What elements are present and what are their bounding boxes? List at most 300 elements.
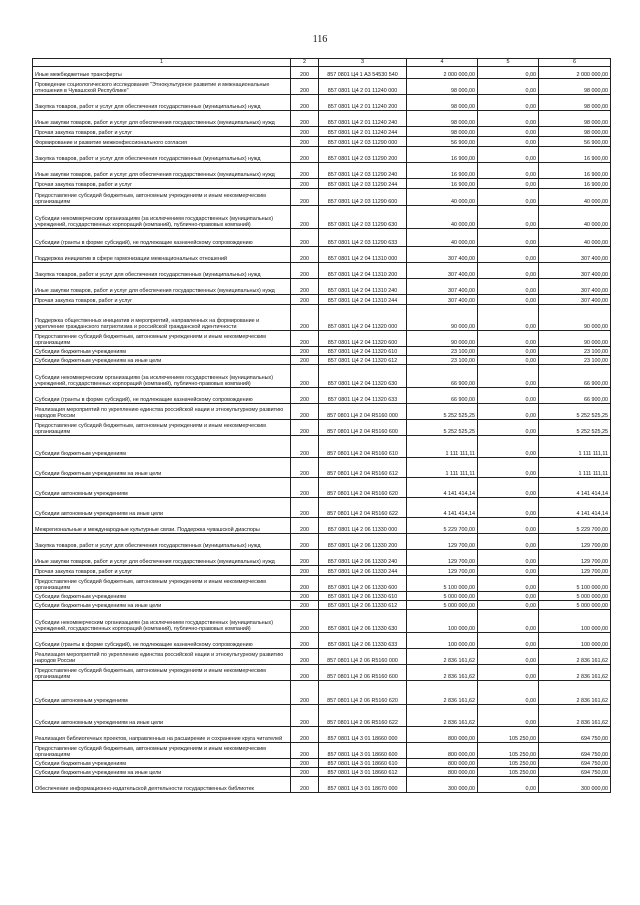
row-remaining-cell: 694 750,00 xyxy=(539,768,611,777)
row-remaining-cell: 23 100,00 xyxy=(539,347,611,356)
row-code-cell: 200 xyxy=(291,247,319,263)
row-code-cell: 200 xyxy=(291,649,319,665)
row-planned-cell: 800 000,00 xyxy=(407,768,478,777)
row-classifier-cell: 857 0801 Ц4 2 06 11330 610 xyxy=(319,592,407,601)
row-name-cell: Прочая закупка товаров, работ и услуг xyxy=(33,179,291,189)
row-code-cell: 200 xyxy=(291,436,319,458)
row-code-cell: 200 xyxy=(291,147,319,163)
row-executed-cell: 0,00 xyxy=(478,229,539,247)
row-planned-cell: 66 900,00 xyxy=(407,365,478,388)
table-row xyxy=(33,137,611,147)
row-remaining-cell: 98 000,00 xyxy=(539,79,611,95)
row-executed-cell: 0,00 xyxy=(478,534,539,550)
row-remaining-cell: 2 836 161,62 xyxy=(539,665,611,681)
row-remaining-cell: 56 900,00 xyxy=(539,137,611,147)
table-row xyxy=(33,356,611,365)
row-planned-cell: 2 836 161,62 xyxy=(407,665,478,681)
row-name-cell: Формирование и развитие межконфессионального согласия xyxy=(33,137,291,147)
row-executed-cell: 0,00 xyxy=(478,79,539,95)
row-classifier-cell: 857 0801 Ц4 2 04 11310 200 xyxy=(319,263,407,279)
row-planned-cell: 307 400,00 xyxy=(407,279,478,295)
row-planned-cell: 4 141 414,14 xyxy=(407,478,478,498)
row-classifier-cell: 857 0801 Ц4 2 06 11330 240 xyxy=(319,550,407,566)
column-header-4: 4 xyxy=(407,59,478,67)
table-row xyxy=(33,365,611,388)
table-row xyxy=(33,79,611,95)
row-remaining-cell: 100 000,00 xyxy=(539,610,611,633)
row-name-cell: Реализация библиотечных проектов, направленных на расширение и сохранение круга читателей xyxy=(33,727,291,743)
row-classifier-cell: 857 0801 Ц4 2 03 11290 600 xyxy=(319,189,407,206)
row-planned-cell: 1 111 111,11 xyxy=(407,436,478,458)
row-executed-cell: 0,00 xyxy=(478,179,539,189)
row-planned-cell: 800 000,00 xyxy=(407,727,478,743)
row-remaining-cell: 5 229 700,00 xyxy=(539,518,611,534)
row-planned-cell: 300 000,00 xyxy=(407,777,478,793)
table-row xyxy=(33,189,611,206)
row-remaining-cell: 307 400,00 xyxy=(539,295,611,305)
row-classifier-cell: 857 0801 Ц4 2 04 R5160 600 xyxy=(319,420,407,436)
row-executed-cell: 0,00 xyxy=(478,498,539,518)
row-name-cell: Закупка товаров, работ и услуг для обеспечения государственных (муниципальных) нужд xyxy=(33,147,291,163)
row-classifier-cell: 857 0801 Ц4 3 01 18660 610 xyxy=(319,759,407,768)
row-planned-cell: 1 111 111,11 xyxy=(407,458,478,478)
row-classifier-cell: 857 0801 Ц4 2 01 11240 244 xyxy=(319,127,407,137)
row-classifier-cell: 857 0801 Ц4 2 04 11310 000 xyxy=(319,247,407,263)
row-classifier-cell: 857 0801 Ц4 2 04 11320 610 xyxy=(319,347,407,356)
row-executed-cell: 105 250,00 xyxy=(478,759,539,768)
table-row xyxy=(33,610,611,633)
row-remaining-cell: 98 000,00 xyxy=(539,111,611,127)
row-executed-cell: 0,00 xyxy=(478,633,539,649)
row-executed-cell: 0,00 xyxy=(478,331,539,347)
row-planned-cell: 56 900,00 xyxy=(407,137,478,147)
table-row xyxy=(33,592,611,601)
row-planned-cell: 16 900,00 xyxy=(407,147,478,163)
row-remaining-cell: 16 900,00 xyxy=(539,163,611,179)
row-code-cell: 200 xyxy=(291,550,319,566)
row-code-cell: 200 xyxy=(291,404,319,420)
row-name-cell: Иные закупки товаров, работ и услуг для обеспечения государственных (муниципальных) нужд xyxy=(33,163,291,179)
row-planned-cell: 16 900,00 xyxy=(407,179,478,189)
row-remaining-cell: 100 000,00 xyxy=(539,633,611,649)
row-code-cell: 200 xyxy=(291,601,319,610)
row-remaining-cell: 300 000,00 xyxy=(539,777,611,793)
row-planned-cell: 5 252 525,25 xyxy=(407,420,478,436)
row-planned-cell: 129 700,00 xyxy=(407,566,478,576)
table-row xyxy=(33,436,611,458)
table-row xyxy=(33,229,611,247)
row-remaining-cell: 5 252 525,25 xyxy=(539,420,611,436)
row-remaining-cell: 5 000 000,00 xyxy=(539,592,611,601)
row-remaining-cell: 98 000,00 xyxy=(539,95,611,111)
row-remaining-cell: 2 836 161,62 xyxy=(539,649,611,665)
row-code-cell: 200 xyxy=(291,127,319,137)
row-classifier-cell: 857 0801 Ц4 2 06 11330 000 xyxy=(319,518,407,534)
row-remaining-cell: 5 252 525,25 xyxy=(539,404,611,420)
row-remaining-cell: 129 700,00 xyxy=(539,534,611,550)
row-code-cell: 200 xyxy=(291,295,319,305)
table-row xyxy=(33,347,611,356)
row-planned-cell: 98 000,00 xyxy=(407,95,478,111)
row-planned-cell: 40 000,00 xyxy=(407,189,478,206)
row-name-cell: Предоставление субсидий бюджетным, автономным учреждениям и иным некоммерческим организациям xyxy=(33,665,291,681)
row-classifier-cell: 857 0801 Ц4 2 01 11240 000 xyxy=(319,79,407,95)
table-row xyxy=(33,163,611,179)
row-executed-cell: 0,00 xyxy=(478,189,539,206)
row-executed-cell: 0,00 xyxy=(478,404,539,420)
row-planned-cell: 100 000,00 xyxy=(407,610,478,633)
row-executed-cell: 0,00 xyxy=(478,550,539,566)
row-executed-cell: 0,00 xyxy=(478,206,539,229)
row-planned-cell: 5 229 700,00 xyxy=(407,518,478,534)
row-classifier-cell: 857 0801 Ц4 2 03 11290 240 xyxy=(319,163,407,179)
table-row xyxy=(33,665,611,681)
row-code-cell: 200 xyxy=(291,305,319,331)
row-code-cell: 200 xyxy=(291,163,319,179)
row-name-cell: Субсидии бюджетным учреждениям на иные цели xyxy=(33,601,291,610)
row-planned-cell: 16 900,00 xyxy=(407,163,478,179)
page-number: 116 xyxy=(312,34,328,45)
row-classifier-cell: 857 0801 Ц4 2 04 R5160 622 xyxy=(319,498,407,518)
table-row xyxy=(33,478,611,498)
row-name-cell: Проведение социологического исследования "Этнокультурное развитие и межнациональные отношения в Чувашской Республике" xyxy=(33,79,291,95)
row-classifier-cell: 857 0801 Ц4 2 06 11330 633 xyxy=(319,633,407,649)
row-remaining-cell: 40 000,00 xyxy=(539,206,611,229)
row-code-cell: 200 xyxy=(291,534,319,550)
row-code-cell: 200 xyxy=(291,633,319,649)
row-planned-cell: 800 000,00 xyxy=(407,743,478,759)
row-classifier-cell: 857 0801 Ц4 3 01 18670 000 xyxy=(319,777,407,793)
row-planned-cell: 800 000,00 xyxy=(407,759,478,768)
row-name-cell: Субсидии (гранты в форме субсидий), не подлежащие казначейскому сопровождению xyxy=(33,633,291,649)
row-name-cell: Субсидии бюджетным учреждениям xyxy=(33,759,291,768)
table-row xyxy=(33,566,611,576)
row-executed-cell: 0,00 xyxy=(478,610,539,633)
table-row xyxy=(33,95,611,111)
row-code-cell: 200 xyxy=(291,458,319,478)
row-code-cell: 200 xyxy=(291,111,319,127)
row-remaining-cell: 1 111 111,11 xyxy=(539,436,611,458)
row-executed-cell: 0,00 xyxy=(478,127,539,137)
row-planned-cell: 23 100,00 xyxy=(407,356,478,365)
row-executed-cell: 0,00 xyxy=(478,305,539,331)
table-row xyxy=(33,768,611,777)
row-planned-cell: 5 000 000,00 xyxy=(407,592,478,601)
row-executed-cell: 0,00 xyxy=(478,356,539,365)
row-code-cell: 200 xyxy=(291,79,319,95)
row-remaining-cell: 23 100,00 xyxy=(539,356,611,365)
row-executed-cell: 0,00 xyxy=(478,420,539,436)
row-executed-cell: 0,00 xyxy=(478,576,539,592)
row-planned-cell: 90 000,00 xyxy=(407,305,478,331)
row-classifier-cell: 857 0801 Ц4 2 04 R5160 612 xyxy=(319,458,407,478)
row-planned-cell: 307 400,00 xyxy=(407,263,478,279)
row-code-cell: 200 xyxy=(291,777,319,793)
row-classifier-cell: 857 0801 Ц4 2 03 11290 630 xyxy=(319,206,407,229)
row-remaining-cell: 66 900,00 xyxy=(539,388,611,404)
row-executed-cell: 0,00 xyxy=(478,67,539,79)
row-planned-cell: 2 836 161,62 xyxy=(407,681,478,705)
row-code-cell: 200 xyxy=(291,498,319,518)
row-name-cell: Закупка товаров, работ и услуг для обеспечения государственных (муниципальных) нужд xyxy=(33,95,291,111)
budget-execution-table xyxy=(32,58,611,793)
row-remaining-cell: 694 750,00 xyxy=(539,743,611,759)
row-planned-cell: 5 100 000,00 xyxy=(407,576,478,592)
table-row xyxy=(33,179,611,189)
row-executed-cell: 0,00 xyxy=(478,347,539,356)
row-code-cell: 200 xyxy=(291,576,319,592)
row-code-cell: 200 xyxy=(291,356,319,365)
table-row xyxy=(33,727,611,743)
row-planned-cell: 4 141 414,14 xyxy=(407,498,478,518)
row-classifier-cell: 857 0801 Ц4 2 06 11330 630 xyxy=(319,610,407,633)
row-code-cell: 200 xyxy=(291,727,319,743)
row-planned-cell: 23 100,00 xyxy=(407,347,478,356)
row-code-cell: 200 xyxy=(291,566,319,576)
row-code-cell: 200 xyxy=(291,518,319,534)
row-name-cell: Субсидии автономным учреждениям на иные цели xyxy=(33,498,291,518)
row-code-cell: 200 xyxy=(291,95,319,111)
row-remaining-cell: 694 750,00 xyxy=(539,727,611,743)
column-header-3: 3 xyxy=(319,59,407,67)
row-name-cell: Субсидии (гранты в форме субсидий), не подлежащие казначейскому сопровождению xyxy=(33,388,291,404)
row-remaining-cell: 129 700,00 xyxy=(539,566,611,576)
row-code-cell: 200 xyxy=(291,743,319,759)
row-planned-cell: 40 000,00 xyxy=(407,206,478,229)
row-name-cell: Предоставление субсидий бюджетным, автономным учреждениям и иным некоммерческим организациям xyxy=(33,743,291,759)
row-classifier-cell: 857 0801 Ц4 2 04 11320 612 xyxy=(319,356,407,365)
row-code-cell: 200 xyxy=(291,137,319,147)
row-executed-cell: 0,00 xyxy=(478,458,539,478)
row-remaining-cell: 4 141 414,14 xyxy=(539,478,611,498)
table-row xyxy=(33,534,611,550)
row-executed-cell: 0,00 xyxy=(478,649,539,665)
row-planned-cell: 5 252 525,25 xyxy=(407,404,478,420)
row-classifier-cell: 857 0801 Ц4 2 06 11330 244 xyxy=(319,566,407,576)
row-remaining-cell: 5 000 000,00 xyxy=(539,601,611,610)
table-row xyxy=(33,681,611,705)
row-planned-cell: 2 836 161,62 xyxy=(407,705,478,727)
row-classifier-cell: 857 0801 Ц4 2 04 11310 244 xyxy=(319,295,407,305)
row-classifier-cell: 857 0801 Ц4 2 03 11290 244 xyxy=(319,179,407,189)
row-planned-cell: 307 400,00 xyxy=(407,247,478,263)
row-classifier-cell: 857 0801 Ц4 2 03 11290 200 xyxy=(319,147,407,163)
row-name-cell: Реализация мероприятий по укреплению единства российской нации и этнокультурному развитию народов России xyxy=(33,649,291,665)
row-remaining-cell: 4 141 414,14 xyxy=(539,498,611,518)
table-row xyxy=(33,147,611,163)
row-planned-cell: 98 000,00 xyxy=(407,127,478,137)
row-remaining-cell: 2 000 000,00 xyxy=(539,67,611,79)
row-remaining-cell: 90 000,00 xyxy=(539,305,611,331)
row-code-cell: 200 xyxy=(291,365,319,388)
row-planned-cell: 66 900,00 xyxy=(407,388,478,404)
row-name-cell: Субсидии бюджетным учреждениям xyxy=(33,436,291,458)
row-name-cell: Субсидии бюджетным учреждениям на иные цели xyxy=(33,458,291,478)
row-planned-cell: 2 836 161,62 xyxy=(407,649,478,665)
row-planned-cell: 40 000,00 xyxy=(407,229,478,247)
row-planned-cell: 98 000,00 xyxy=(407,79,478,95)
row-executed-cell: 0,00 xyxy=(478,137,539,147)
row-classifier-cell: 857 0801 Ц4 2 04 11320 633 xyxy=(319,388,407,404)
row-classifier-cell: 857 0801 Ц4 2 04 R5160 000 xyxy=(319,404,407,420)
row-name-cell: Субсидии некоммерческим организациям (за исключением государственных (муниципальных) учреждений, государственных корпораций (компаний), публично-правовых компаний) xyxy=(33,365,291,388)
column-header-1: 1 xyxy=(33,59,291,67)
table-row xyxy=(33,498,611,518)
row-executed-cell: 0,00 xyxy=(478,279,539,295)
table-row xyxy=(33,247,611,263)
row-executed-cell: 0,00 xyxy=(478,592,539,601)
row-name-cell: Поддержка инициатив в сфере гармонизации межнациональных отношений xyxy=(33,247,291,263)
row-name-cell: Иные межбюджетные трансферты xyxy=(33,67,291,79)
row-name-cell: Субсидии бюджетным учреждениям на иные цели xyxy=(33,356,291,365)
row-code-cell: 200 xyxy=(291,347,319,356)
row-code-cell: 200 xyxy=(291,610,319,633)
row-executed-cell: 0,00 xyxy=(478,478,539,498)
row-name-cell: Иные закупки товаров, работ и услуг для обеспечения государственных (муниципальных) нужд xyxy=(33,111,291,127)
row-name-cell: Прочая закупка товаров, работ и услуг xyxy=(33,566,291,576)
row-name-cell: Закупка товаров, работ и услуг для обеспечения государственных (муниципальных) нужд xyxy=(33,534,291,550)
row-executed-cell: 0,00 xyxy=(478,518,539,534)
row-classifier-cell: 857 0801 Ц4 3 01 18660 612 xyxy=(319,768,407,777)
row-classifier-cell: 857 0801 Ц4 2 06 11330 600 xyxy=(319,576,407,592)
row-executed-cell: 0,00 xyxy=(478,681,539,705)
table-row xyxy=(33,705,611,727)
table-row xyxy=(33,295,611,305)
row-name-cell: Иные закупки товаров, работ и услуг для обеспечения государственных (муниципальных) нужд xyxy=(33,550,291,566)
row-remaining-cell: 5 100 000,00 xyxy=(539,576,611,592)
table-row xyxy=(33,305,611,331)
row-executed-cell: 0,00 xyxy=(478,247,539,263)
row-code-cell: 200 xyxy=(291,768,319,777)
row-remaining-cell: 98 000,00 xyxy=(539,127,611,137)
row-remaining-cell: 90 000,00 xyxy=(539,331,611,347)
row-name-cell: Обеспечение информационно-издательской деятельности государственных библиотек xyxy=(33,777,291,793)
row-remaining-cell: 307 400,00 xyxy=(539,263,611,279)
row-executed-cell: 0,00 xyxy=(478,777,539,793)
table-row xyxy=(33,404,611,420)
row-code-cell: 200 xyxy=(291,388,319,404)
table-row xyxy=(33,420,611,436)
table-row xyxy=(33,127,611,137)
row-classifier-cell: 857 0801 Ц4 2 04 11320 000 xyxy=(319,305,407,331)
table-row xyxy=(33,649,611,665)
row-classifier-cell: 857 0801 Ц4 2 06 R5160 600 xyxy=(319,665,407,681)
row-name-cell: Прочая закупка товаров, работ и услуг xyxy=(33,127,291,137)
row-remaining-cell: 16 900,00 xyxy=(539,179,611,189)
column-header-5: 5 xyxy=(478,59,539,67)
row-code-cell: 200 xyxy=(291,478,319,498)
row-remaining-cell: 129 700,00 xyxy=(539,550,611,566)
row-remaining-cell: 1 111 111,11 xyxy=(539,458,611,478)
row-name-cell: Поддержка общественных инициатив и мероприятий, направленных на формирование и укрепление гражданского патриотизма и российской гражданской идентичности xyxy=(33,305,291,331)
row-executed-cell: 105 250,00 xyxy=(478,743,539,759)
row-name-cell: Субсидии некоммерческим организациям (за исключением государственных (муниципальных) учреждений, государственных корпораций (компаний), публично-правовых компаний) xyxy=(33,610,291,633)
row-classifier-cell: 857 0801 Ц4 2 06 R5160 622 xyxy=(319,705,407,727)
table-row xyxy=(33,206,611,229)
table-body xyxy=(33,67,611,793)
row-remaining-cell: 2 836 161,62 xyxy=(539,681,611,705)
row-code-cell: 200 xyxy=(291,179,319,189)
row-code-cell: 200 xyxy=(291,189,319,206)
row-executed-cell: 105 250,00 xyxy=(478,727,539,743)
row-executed-cell: 0,00 xyxy=(478,163,539,179)
column-number-row xyxy=(33,59,611,67)
row-remaining-cell: 307 400,00 xyxy=(539,279,611,295)
row-name-cell: Субсидии автономным учреждениям xyxy=(33,478,291,498)
table-row xyxy=(33,759,611,768)
table-row xyxy=(33,263,611,279)
row-classifier-cell: 857 0801 Ц4 2 04 11320 630 xyxy=(319,365,407,388)
row-remaining-cell: 694 750,00 xyxy=(539,759,611,768)
row-name-cell: Предоставление субсидий бюджетным, автономным учреждениям и иным некоммерческим организациям xyxy=(33,331,291,347)
row-remaining-cell: 2 836 161,62 xyxy=(539,705,611,727)
row-executed-cell: 105 250,00 xyxy=(478,768,539,777)
row-classifier-cell: 857 0801 Ц4 2 03 11290 633 xyxy=(319,229,407,247)
row-name-cell: Прочая закупка товаров, работ и услуг xyxy=(33,295,291,305)
row-code-cell: 200 xyxy=(291,665,319,681)
row-code-cell: 200 xyxy=(291,681,319,705)
row-name-cell: Реализация мероприятий по укреплению единства российской нации и этнокультурному развитию народов России xyxy=(33,404,291,420)
row-planned-cell: 5 000 000,00 xyxy=(407,601,478,610)
table-row xyxy=(33,633,611,649)
row-classifier-cell: 857 0801 Ц4 2 01 11240 240 xyxy=(319,111,407,127)
row-planned-cell: 100 000,00 xyxy=(407,633,478,649)
row-name-cell: Предоставление субсидий бюджетным, автономным учреждениям и иным некоммерческим организациям xyxy=(33,189,291,206)
row-executed-cell: 0,00 xyxy=(478,705,539,727)
row-classifier-cell: 857 0801 Ц4 2 04 R5160 610 xyxy=(319,436,407,458)
row-code-cell: 200 xyxy=(291,229,319,247)
row-name-cell: Предоставление субсидий бюджетным, автономным учреждениям и иным некоммерческим организациям xyxy=(33,420,291,436)
table-row xyxy=(33,331,611,347)
table-row xyxy=(33,111,611,127)
row-name-cell: Иные закупки товаров, работ и услуг для обеспечения государственных (муниципальных) нужд xyxy=(33,279,291,295)
row-classifier-cell: 857 0801 Ц4 2 03 11290 000 xyxy=(319,137,407,147)
table-row xyxy=(33,601,611,610)
row-code-cell: 200 xyxy=(291,331,319,347)
row-classifier-cell: 857 0801 Ц4 3 01 18660 000 xyxy=(319,727,407,743)
row-name-cell: Межрегиональные и международные культурные связи. Поддержка чувашской диаспоры xyxy=(33,518,291,534)
row-name-cell: Субсидии (гранты в форме субсидий), не подлежащие казначейскому сопровождению xyxy=(33,229,291,247)
row-code-cell: 200 xyxy=(291,67,319,79)
row-executed-cell: 0,00 xyxy=(478,95,539,111)
row-executed-cell: 0,00 xyxy=(478,295,539,305)
row-classifier-cell: 857 0801 Ц4 3 01 18660 600 xyxy=(319,743,407,759)
row-code-cell: 200 xyxy=(291,592,319,601)
row-remaining-cell: 40 000,00 xyxy=(539,189,611,206)
row-executed-cell: 0,00 xyxy=(478,263,539,279)
row-executed-cell: 0,00 xyxy=(478,665,539,681)
row-executed-cell: 0,00 xyxy=(478,111,539,127)
row-planned-cell: 98 000,00 xyxy=(407,111,478,127)
row-remaining-cell: 40 000,00 xyxy=(539,229,611,247)
row-classifier-cell: 857 0801 Ц4 2 06 R5160 000 xyxy=(319,649,407,665)
row-classifier-cell: 857 0801 Ц4 1 А3 54530 540 xyxy=(319,67,407,79)
row-classifier-cell: 857 0801 Ц4 2 06 R5160 620 xyxy=(319,681,407,705)
row-name-cell: Субсидии бюджетным учреждениям xyxy=(33,592,291,601)
column-header-2: 2 xyxy=(291,59,319,67)
row-code-cell: 200 xyxy=(291,279,319,295)
row-code-cell: 200 xyxy=(291,759,319,768)
table-row xyxy=(33,518,611,534)
table-row xyxy=(33,388,611,404)
row-code-cell: 200 xyxy=(291,420,319,436)
row-code-cell: 200 xyxy=(291,705,319,727)
row-classifier-cell: 857 0801 Ц4 2 06 11330 200 xyxy=(319,534,407,550)
row-executed-cell: 0,00 xyxy=(478,147,539,163)
row-classifier-cell: 857 0801 Ц4 2 04 11310 240 xyxy=(319,279,407,295)
row-name-cell: Субсидии автономным учреждениям на иные цели xyxy=(33,705,291,727)
row-name-cell: Субсидии некоммерческим организациям (за исключением государственных (муниципальных) учреждений, государственных корпораций (компаний), публично-правовых компаний) xyxy=(33,206,291,229)
